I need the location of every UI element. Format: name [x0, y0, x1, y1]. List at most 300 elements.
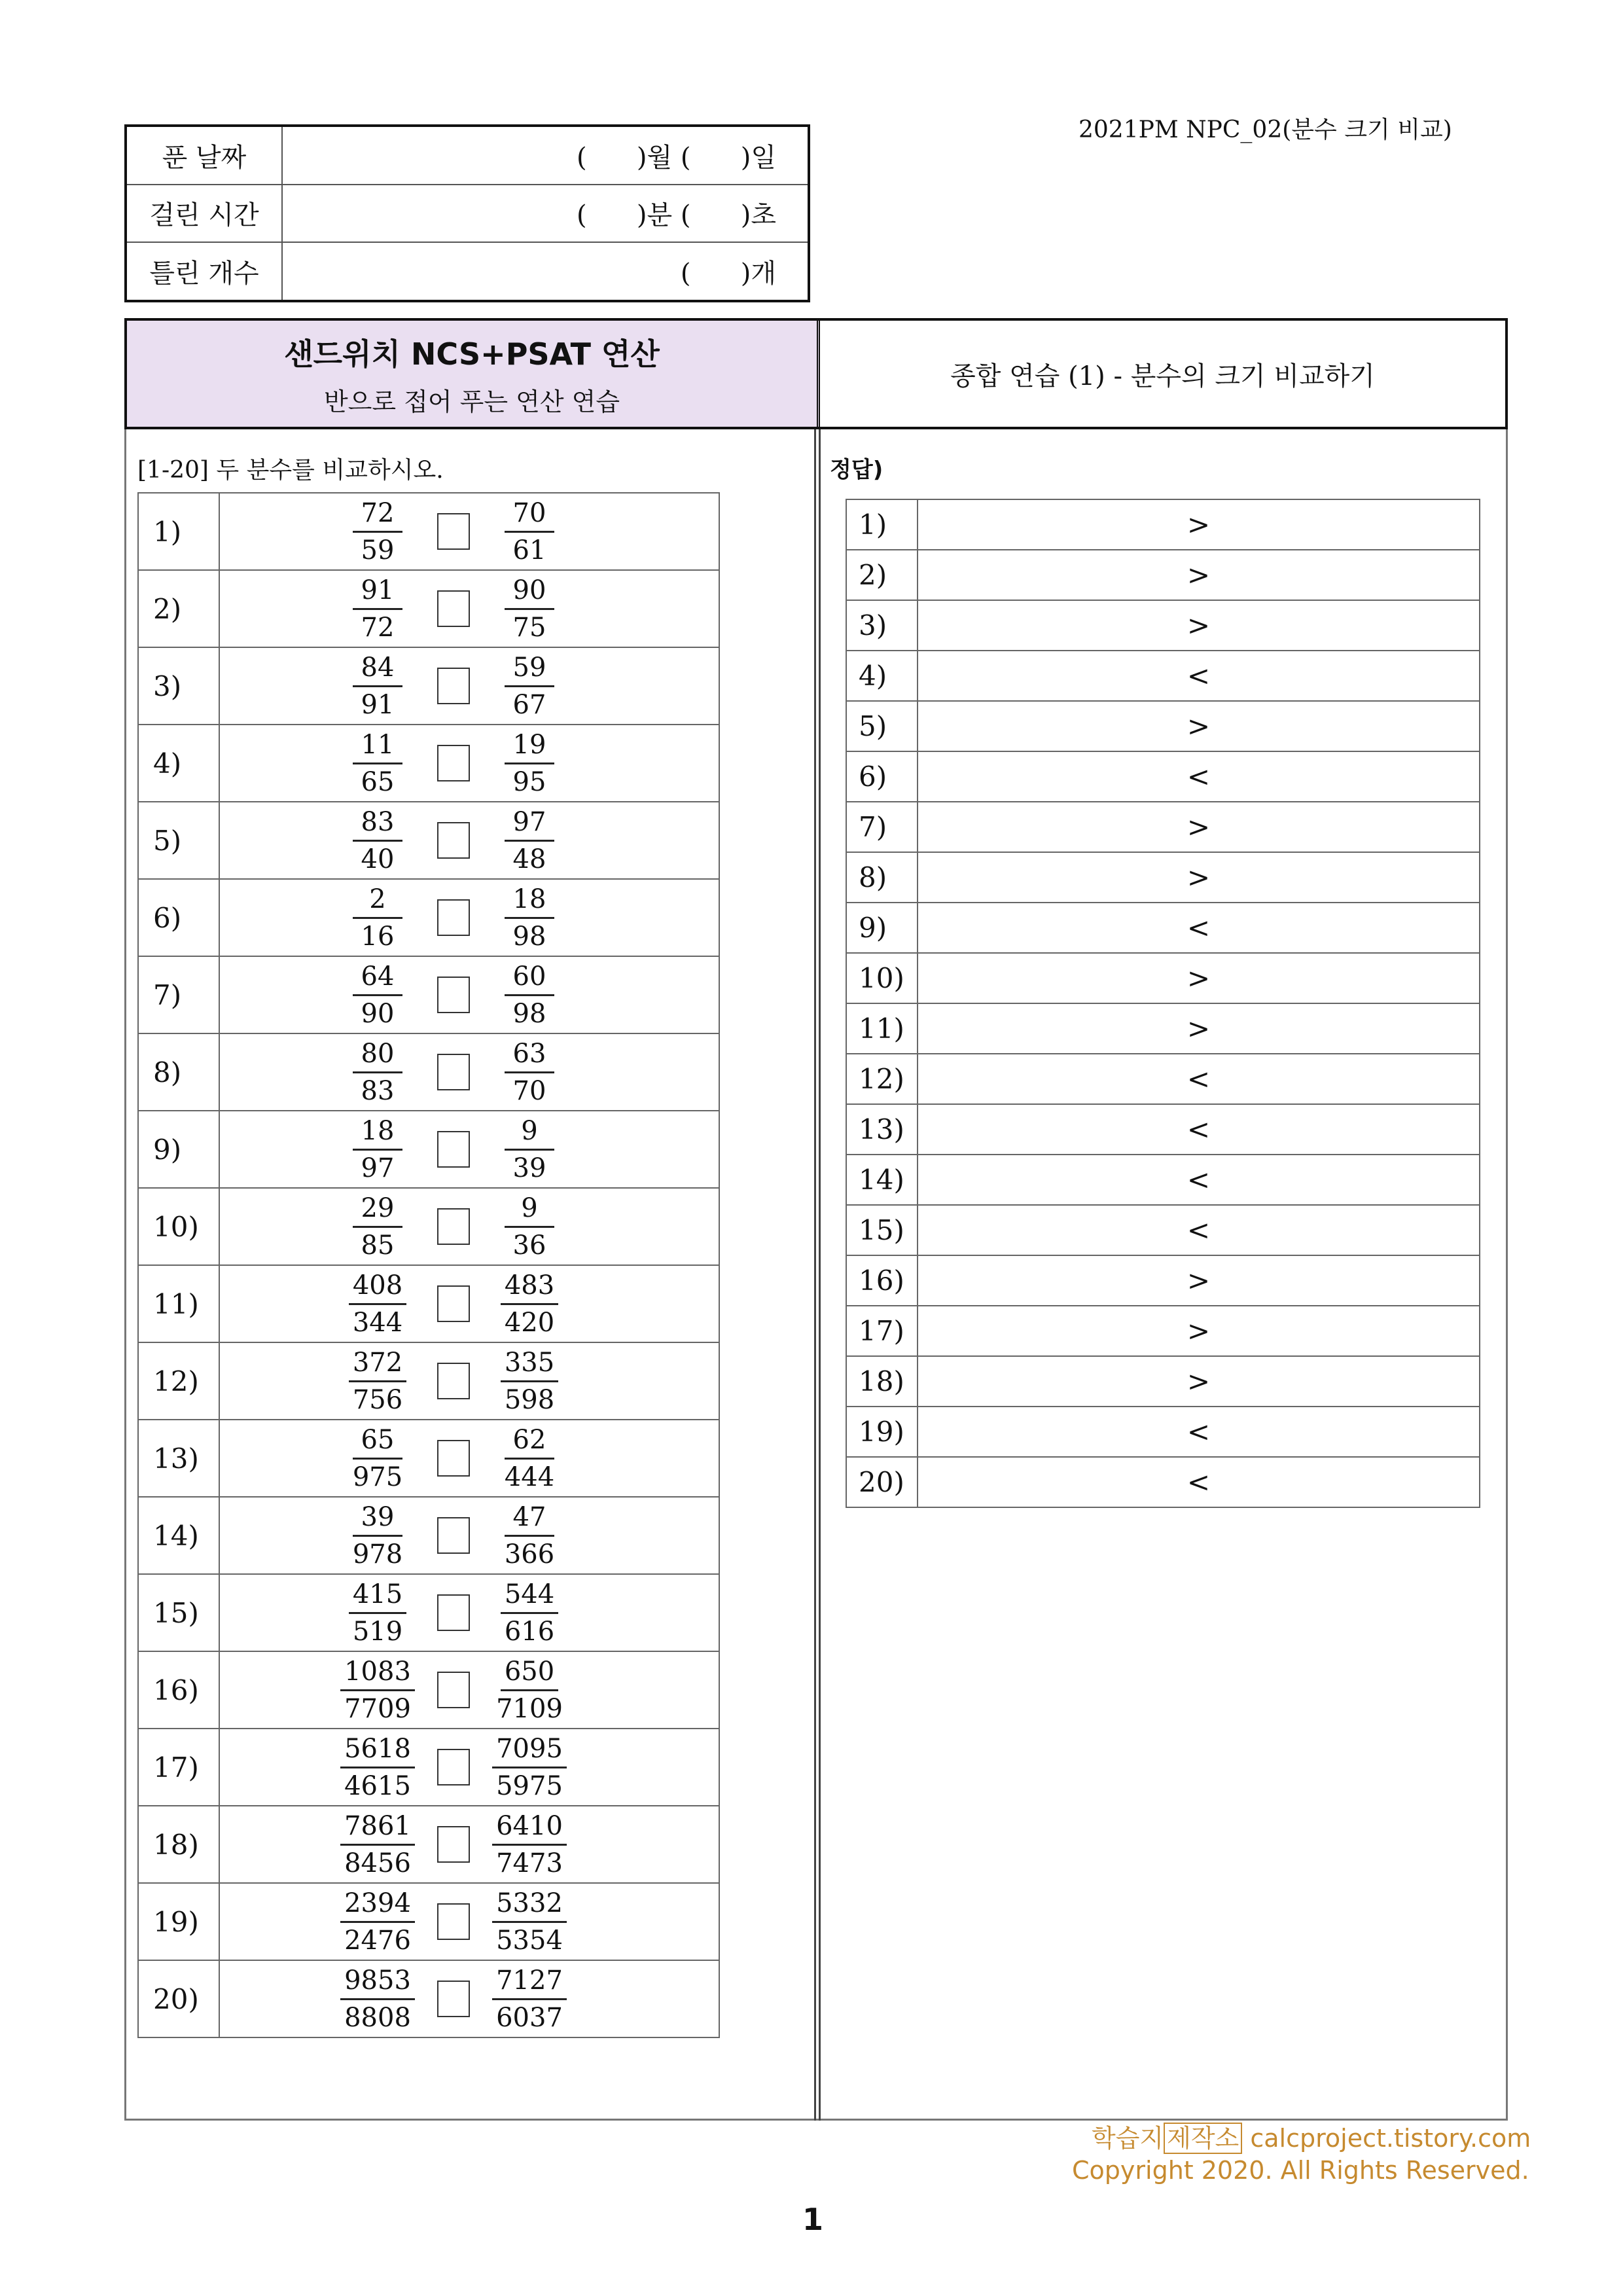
numerator: 5618 — [340, 1731, 415, 1768]
question-number: 12) — [138, 1342, 219, 1420]
answer-row — [846, 1255, 1480, 1306]
answer-symbol: < — [918, 651, 1480, 701]
question-row — [138, 802, 719, 879]
denominator: 65 — [361, 766, 395, 797]
question-row — [138, 493, 719, 570]
record-table — [124, 124, 810, 302]
numerator: 650 — [501, 1654, 558, 1691]
numerator: 415 — [349, 1577, 406, 1614]
document-code: 2021PM NPC_02(분수 크기 비교) — [1079, 117, 1452, 143]
answer-box[interactable] — [437, 745, 470, 781]
answer-symbol: > — [918, 1356, 1480, 1407]
answer-number: 7) — [846, 802, 918, 852]
denominator: 598 — [504, 1384, 555, 1415]
fraction-pair — [204, 1499, 703, 1572]
question-number: 8) — [138, 1033, 219, 1111]
answer-number: 1) — [846, 499, 918, 550]
answer-row — [846, 600, 1480, 651]
answer-symbol: < — [918, 1457, 1480, 1507]
record-label: 틀린 개수 — [126, 242, 282, 301]
answer-box[interactable] — [437, 1594, 470, 1631]
numerator: 372 — [349, 1345, 406, 1382]
answer-number: 13) — [846, 1104, 918, 1155]
question-number: 16) — [138, 1651, 219, 1729]
question-number: 6) — [138, 879, 219, 956]
fraction-pair — [204, 1886, 703, 1958]
answer-symbol: > — [918, 953, 1480, 1003]
worksheet-header — [124, 318, 1508, 429]
answer-box[interactable] — [437, 590, 470, 627]
denominator: 5354 — [496, 1925, 563, 1956]
question-cell — [219, 1033, 719, 1111]
numerator: 5332 — [492, 1886, 567, 1923]
left-fraction — [342, 1577, 414, 1649]
denominator: 5975 — [496, 1770, 563, 1801]
fraction-pair — [204, 1963, 703, 2036]
answer-number: 9) — [846, 903, 918, 953]
numerator: 18 — [353, 1113, 402, 1151]
footer-maker — [1092, 2118, 1531, 2154]
answer-box[interactable] — [437, 1440, 470, 1477]
left-fraction — [342, 1499, 414, 1572]
question-number: 10) — [138, 1188, 219, 1265]
question-number: 18) — [138, 1806, 219, 1883]
numerator: 2394 — [340, 1886, 415, 1923]
question-row — [138, 879, 719, 956]
question-number: 15) — [138, 1574, 219, 1651]
question-row — [138, 1651, 719, 1729]
answer-symbol: > — [918, 1306, 1480, 1356]
answer-number: 11) — [846, 1003, 918, 1054]
numerator: 91 — [353, 573, 402, 610]
numerator: 9 — [505, 1113, 554, 1151]
answer-row — [846, 651, 1480, 701]
answer-symbol: < — [918, 1155, 1480, 1205]
left-fraction — [342, 1268, 414, 1340]
right-fraction — [493, 650, 565, 723]
denominator: 7709 — [344, 1693, 411, 1724]
question-cell — [219, 879, 719, 956]
question-number: 5) — [138, 802, 219, 879]
answer-number: 20) — [846, 1457, 918, 1507]
denominator: 83 — [361, 1075, 395, 1106]
fraction-pair — [204, 959, 703, 1031]
answer-box[interactable] — [437, 513, 470, 550]
question-cell — [219, 725, 719, 802]
record-row — [126, 242, 809, 301]
question-number: 4) — [138, 725, 219, 802]
worksheet-title: 샌드위치 NCS+PSAT 연산 — [284, 336, 660, 372]
answer-box[interactable] — [437, 1131, 470, 1168]
denominator: 519 — [352, 1616, 403, 1647]
answer-box[interactable] — [437, 1285, 470, 1322]
answer-row — [846, 1155, 1480, 1205]
fraction-pair — [204, 1113, 703, 1186]
answer-number: 6) — [846, 751, 918, 802]
answer-number: 5) — [846, 701, 918, 751]
fold-divider — [814, 429, 821, 2121]
fraction-pair — [204, 1345, 703, 1418]
right-fraction — [493, 1963, 565, 2036]
question-number: 11) — [138, 1265, 219, 1342]
numerator: 9853 — [340, 1963, 415, 2000]
denominator: 98 — [512, 921, 546, 952]
right-fraction — [493, 1422, 565, 1495]
numerator: 544 — [501, 1577, 558, 1614]
numerator: 7127 — [492, 1963, 567, 2000]
answer-symbol: < — [918, 1407, 1480, 1457]
question-cell — [219, 956, 719, 1033]
denominator: 95 — [512, 766, 546, 797]
fraction-pair — [204, 1731, 703, 1804]
left-fraction — [342, 882, 414, 954]
numerator: 80 — [353, 1036, 402, 1073]
answer-row — [846, 550, 1480, 600]
question-row — [138, 1111, 719, 1188]
question-cell — [219, 1574, 719, 1651]
numerator: 29 — [353, 1191, 402, 1228]
question-cell — [219, 1497, 719, 1574]
answer-number: 15) — [846, 1205, 918, 1255]
answer-number: 17) — [846, 1306, 918, 1356]
numerator: 90 — [505, 573, 554, 610]
answer-row — [846, 1104, 1480, 1155]
question-row — [138, 1497, 719, 1574]
fraction-pair — [204, 1268, 703, 1340]
fraction-pair — [204, 804, 703, 877]
numerator: 83 — [353, 804, 402, 842]
question-row — [138, 570, 719, 647]
numerator: 65 — [353, 1422, 402, 1460]
answer-box[interactable] — [437, 822, 470, 859]
left-fraction — [342, 727, 414, 800]
question-cell — [219, 1806, 719, 1883]
question-number: 7) — [138, 956, 219, 1033]
question-cell — [219, 1960, 719, 2037]
fraction-pair — [204, 727, 703, 800]
numerator: 335 — [501, 1345, 558, 1382]
answer-row — [846, 1407, 1480, 1457]
numerator: 483 — [501, 1268, 558, 1305]
numerator: 7861 — [340, 1808, 415, 1846]
left-fraction — [342, 959, 414, 1031]
denominator: 16 — [361, 921, 395, 952]
numerator: 408 — [349, 1268, 406, 1305]
answer-symbol: < — [918, 1054, 1480, 1104]
answer-box[interactable] — [437, 1749, 470, 1785]
answer-box[interactable] — [437, 1054, 470, 1090]
answer-box[interactable] — [437, 1903, 470, 1940]
question-cell — [219, 1651, 719, 1729]
answer-symbol: > — [918, 802, 1480, 852]
question-row — [138, 1806, 719, 1883]
fraction-pair — [204, 882, 703, 954]
right-fraction — [493, 959, 565, 1031]
answer-row — [846, 852, 1480, 903]
numerator: 19 — [505, 727, 554, 764]
right-fraction — [493, 1886, 565, 1958]
denominator: 756 — [352, 1384, 403, 1415]
answer-row — [846, 1306, 1480, 1356]
question-row — [138, 1342, 719, 1420]
footer-site: calcproject.tistory.com — [1250, 2124, 1531, 2153]
right-fraction — [493, 495, 565, 568]
answer-row — [846, 802, 1480, 852]
answer-row — [846, 1356, 1480, 1407]
denominator: 4615 — [344, 1770, 411, 1801]
question-cell — [219, 1265, 719, 1342]
question-row — [138, 725, 719, 802]
answer-symbol: < — [918, 1205, 1480, 1255]
denominator: 6037 — [496, 2002, 563, 2033]
numerator: 70 — [505, 495, 554, 533]
denominator: 70 — [512, 1075, 546, 1106]
instruction-text: [1-20] 두 분수를 비교하시오. — [137, 457, 444, 484]
numerator: 84 — [353, 650, 402, 687]
numerator: 63 — [505, 1036, 554, 1073]
fraction-pair — [204, 1422, 703, 1495]
answer-symbol: > — [918, 1255, 1480, 1306]
question-number: 14) — [138, 1497, 219, 1574]
answer-row — [846, 903, 1480, 953]
left-fraction — [342, 1191, 414, 1263]
denominator: 978 — [352, 1539, 403, 1570]
answer-number: 4) — [846, 651, 918, 701]
record-row — [126, 126, 809, 185]
denominator: 72 — [361, 612, 395, 643]
answer-number: 2) — [846, 550, 918, 600]
answer-symbol: > — [918, 1003, 1480, 1054]
denominator: 975 — [352, 1462, 403, 1492]
question-row — [138, 1960, 719, 2037]
denominator: 344 — [352, 1307, 403, 1338]
numerator: 11 — [353, 727, 402, 764]
answer-table — [846, 499, 1480, 1508]
question-row — [138, 1883, 719, 1960]
answer-box[interactable] — [437, 668, 470, 704]
answer-box[interactable] — [437, 1363, 470, 1399]
question-cell — [219, 1729, 719, 1806]
left-fraction — [342, 1036, 414, 1109]
fraction-pair — [204, 495, 703, 568]
record-value[interactable]: ( )개 — [282, 242, 809, 301]
denominator: 97 — [361, 1153, 395, 1183]
question-number: 2) — [138, 570, 219, 647]
denominator: 8808 — [344, 2002, 411, 2033]
left-fraction — [342, 1963, 414, 2036]
question-number: 19) — [138, 1883, 219, 1960]
question-row — [138, 1420, 719, 1497]
question-cell — [219, 493, 719, 570]
denominator: 39 — [512, 1153, 546, 1183]
question-row — [138, 1033, 719, 1111]
left-fraction — [342, 573, 414, 645]
question-number: 17) — [138, 1729, 219, 1806]
answer-row — [846, 1205, 1480, 1255]
fraction-pair — [204, 1036, 703, 1109]
question-number: 20) — [138, 1960, 219, 2037]
page-number: 1 — [802, 2202, 824, 2237]
fraction-pair — [204, 573, 703, 645]
numerator: 47 — [505, 1499, 554, 1537]
denominator: 98 — [512, 998, 546, 1029]
answer-symbol: > — [918, 550, 1480, 600]
answer-symbol: < — [918, 903, 1480, 953]
right-fraction — [493, 1113, 565, 1186]
answer-symbol: > — [918, 499, 1480, 550]
answer-row — [846, 1003, 1480, 1054]
answer-symbol: < — [918, 751, 1480, 802]
numerator: 2 — [353, 882, 402, 919]
numerator: 64 — [353, 959, 402, 996]
question-cell — [219, 1883, 719, 1960]
record-value[interactable]: ( )월 ( )일 — [282, 126, 809, 185]
answer-box[interactable] — [437, 1517, 470, 1554]
numerator: 1083 — [340, 1654, 415, 1691]
answer-title: 정답) — [830, 457, 883, 483]
answer-symbol: > — [918, 701, 1480, 751]
numerator: 62 — [505, 1422, 554, 1460]
right-fraction — [493, 1499, 565, 1572]
record-value[interactable]: ( )분 ( )초 — [282, 185, 809, 242]
left-fraction — [342, 1654, 414, 1727]
answer-row — [846, 751, 1480, 802]
left-fraction — [342, 1113, 414, 1186]
footer-copyright: Copyright 2020. All Rights Reserved. — [1072, 2156, 1529, 2185]
left-fraction — [342, 804, 414, 877]
denominator: 75 — [512, 612, 546, 643]
answer-box[interactable] — [437, 899, 470, 936]
question-cell — [219, 802, 719, 879]
denominator: 90 — [361, 998, 395, 1029]
answer-row — [846, 1054, 1480, 1104]
question-number: 13) — [138, 1420, 219, 1497]
header-left — [127, 321, 820, 427]
answer-row — [846, 1457, 1480, 1507]
numerator: 9 — [505, 1191, 554, 1228]
answer-number: 18) — [846, 1356, 918, 1407]
fraction-pair — [204, 1191, 703, 1263]
fraction-pair — [204, 650, 703, 723]
left-fraction — [342, 1345, 414, 1418]
question-cell — [219, 1188, 719, 1265]
numerator: 72 — [353, 495, 402, 533]
answer-number: 10) — [846, 953, 918, 1003]
footer-maker-b: 제작소 — [1164, 2123, 1242, 2154]
footer-maker-a: 학습지 — [1092, 2124, 1164, 2153]
question-row — [138, 647, 719, 725]
answer-number: 12) — [846, 1054, 918, 1104]
denominator: 48 — [512, 844, 546, 874]
denominator: 85 — [361, 1230, 395, 1261]
question-row — [138, 1265, 719, 1342]
question-row — [138, 956, 719, 1033]
right-fraction — [493, 573, 565, 645]
answer-box[interactable] — [437, 1208, 470, 1245]
question-cell — [219, 1342, 719, 1420]
denominator: 61 — [512, 535, 546, 565]
answer-number: 3) — [846, 600, 918, 651]
denominator: 59 — [361, 535, 395, 565]
left-fraction — [342, 1808, 414, 1881]
right-fraction — [493, 1191, 565, 1263]
answer-row — [846, 701, 1480, 751]
denominator: 420 — [504, 1307, 555, 1338]
right-fraction — [493, 804, 565, 877]
denominator: 366 — [504, 1539, 555, 1570]
right-fraction — [493, 1268, 565, 1340]
answer-number: 8) — [846, 852, 918, 903]
question-cell — [219, 647, 719, 725]
denominator: 40 — [361, 844, 395, 874]
left-fraction — [342, 1422, 414, 1495]
numerator: 39 — [353, 1499, 402, 1537]
record-label: 걸린 시간 — [126, 185, 282, 242]
denominator: 91 — [361, 689, 395, 720]
answer-symbol: > — [918, 600, 1480, 651]
fraction-pair — [204, 1654, 703, 1727]
denominator: 8456 — [344, 1848, 411, 1878]
question-cell — [219, 570, 719, 647]
answer-number: 14) — [846, 1155, 918, 1205]
denominator: 67 — [512, 689, 546, 720]
left-fraction — [342, 650, 414, 723]
answer-row — [846, 953, 1480, 1003]
numerator: 18 — [505, 882, 554, 919]
right-fraction — [493, 1036, 565, 1109]
answer-box[interactable] — [437, 977, 470, 1013]
answer-box[interactable] — [437, 1981, 470, 2017]
question-row — [138, 1729, 719, 1806]
question-table — [137, 492, 720, 2038]
answer-row — [846, 499, 1480, 550]
right-fraction — [493, 1654, 565, 1727]
numerator: 60 — [505, 959, 554, 996]
question-number: 9) — [138, 1111, 219, 1188]
question-number: 3) — [138, 647, 219, 725]
right-fraction — [493, 882, 565, 954]
right-fraction — [493, 1808, 565, 1881]
question-cell — [219, 1111, 719, 1188]
denominator: 36 — [512, 1230, 546, 1261]
numerator: 7095 — [492, 1731, 567, 1768]
answer-number: 16) — [846, 1255, 918, 1306]
denominator: 2476 — [344, 1925, 411, 1956]
record-row — [126, 185, 809, 242]
header-right-title: 종합 연습 (1) - 분수의 크기 비교하기 — [950, 361, 1375, 391]
right-fraction — [493, 1731, 565, 1804]
answer-symbol: > — [918, 852, 1480, 903]
fraction-pair — [204, 1808, 703, 1881]
denominator: 7473 — [496, 1848, 563, 1878]
right-fraction — [493, 1577, 565, 1649]
question-row — [138, 1574, 719, 1651]
answer-box[interactable] — [437, 1672, 470, 1708]
left-fraction — [342, 1731, 414, 1804]
question-number: 1) — [138, 493, 219, 570]
answer-number: 19) — [846, 1407, 918, 1457]
denominator: 444 — [504, 1462, 555, 1492]
question-cell — [219, 1420, 719, 1497]
numerator: 97 — [505, 804, 554, 842]
numerator: 6410 — [492, 1808, 567, 1846]
question-row — [138, 1188, 719, 1265]
denominator: 7109 — [496, 1693, 563, 1724]
left-fraction — [342, 495, 414, 568]
answer-box[interactable] — [437, 1826, 470, 1863]
answer-symbol: < — [918, 1104, 1480, 1155]
right-fraction — [493, 1345, 565, 1418]
